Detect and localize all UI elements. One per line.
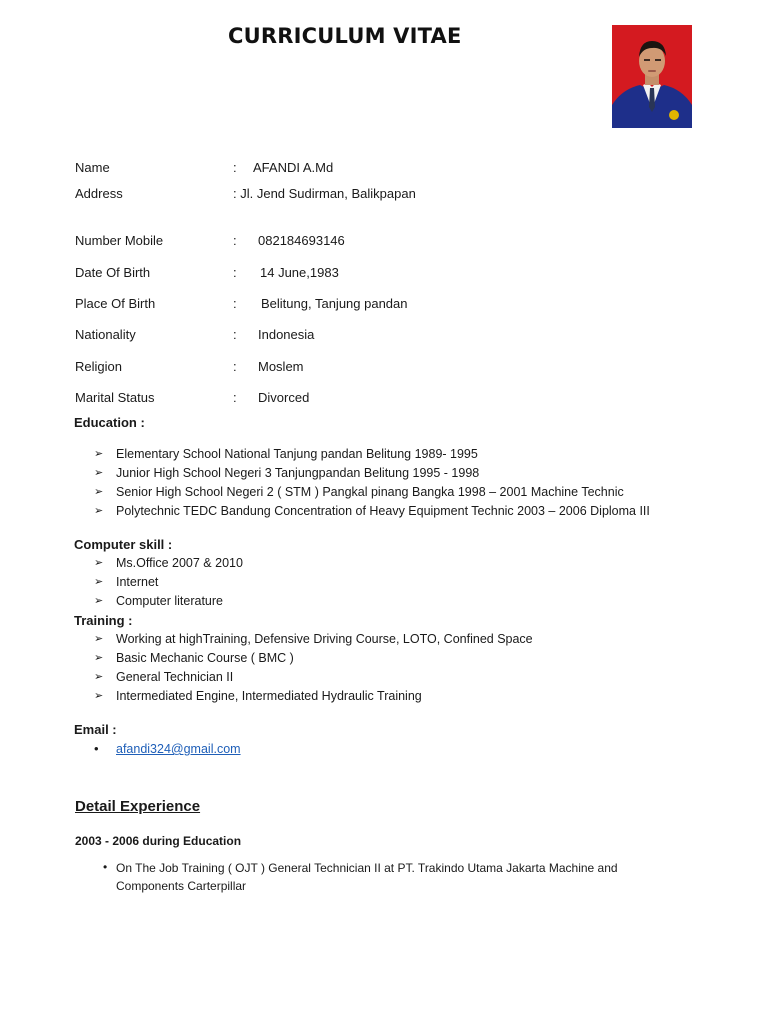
computer-skill-list	[0, 556, 243, 613]
mobile-value: 082184693146	[258, 233, 345, 248]
education-heading: Education :	[74, 415, 145, 430]
nationality-label: Nationality	[75, 327, 136, 342]
list-item: ➢ Ms.Office 2007 & 2010	[94, 556, 243, 570]
detail-experience-heading: Detail Experience	[75, 798, 201, 815]
arrow-bullet-icon: ➢	[94, 504, 104, 517]
arrow-bullet-icon: ➢	[94, 575, 104, 588]
portrait-image	[612, 25, 692, 128]
computer-skill-heading: Computer skill :	[74, 537, 173, 552]
dob-label: Date Of Birth	[75, 265, 151, 280]
name-label: Name	[75, 160, 110, 175]
email-list	[0, 742, 241, 761]
religion-label: Religion	[75, 359, 122, 374]
pob-colon: :	[233, 296, 237, 311]
bullet-icon: •	[94, 741, 99, 756]
mobile-colon: :	[233, 233, 237, 248]
arrow-bullet-icon: ➢	[94, 670, 104, 683]
arrow-bullet-icon: ➢	[94, 485, 104, 498]
training-heading: Training :	[74, 613, 133, 628]
profile-photo	[612, 25, 692, 128]
list-item: ➢ Working at highTraining, Defensive Driving Course, LOTO, Confined Space	[94, 632, 533, 646]
experience-period: 2003 - 2006 during Education	[75, 834, 242, 848]
arrow-bullet-icon: ➢	[94, 689, 104, 702]
arrow-bullet-icon: ➢	[94, 466, 104, 479]
dob-value: 14 June,1983	[260, 265, 339, 280]
religion-value: Moslem	[258, 359, 304, 374]
bullet-icon: •	[103, 860, 108, 874]
name-value: AFANDI A.Md	[253, 160, 334, 175]
list-item: ➢ Elementary School National Tanjung pandan Belitung 1989- 1995	[94, 447, 478, 461]
address-value: : Jl. Jend Sudirman, Balikpapan	[233, 186, 416, 201]
list-item: ➢ Internet	[94, 575, 159, 589]
list-item	[0, 742, 241, 761]
marital-colon: :	[233, 390, 237, 405]
experience-item: On The Job Training ( OJT ) General Technician II at PT. Trakindo Utama Jakarta Machine and Components Carterpillar	[116, 861, 618, 893]
list-item: ➢ General Technician II	[94, 670, 234, 684]
email-heading: Email :	[74, 722, 117, 737]
training-list	[0, 632, 533, 708]
arrow-bullet-icon: ➢	[94, 651, 104, 664]
dob-colon: :	[233, 265, 237, 280]
list-item: ➢ Senior High School Negeri 2 ( STM ) Pangkal pinang Bangka 1998 – 2001 Machine Technic	[94, 485, 624, 499]
list-item: ➢ Basic Mechanic Course ( BMC )	[94, 651, 294, 665]
religion-colon: :	[233, 359, 237, 374]
nationality-value: Indonesia	[258, 327, 315, 342]
list-item: ➢ Junior High School Negeri 3 Tanjungpandan Belitung 1995 - 1998	[94, 466, 480, 480]
mobile-label: Number Mobile	[75, 233, 164, 248]
arrow-bullet-icon: ➢	[94, 556, 104, 569]
list-item: ➢ Polytechnic TEDC Bandung Concentration of Heavy Equipment Technic 2003 – 2006 Diploma III	[94, 504, 650, 518]
address-label: Address	[75, 186, 123, 201]
marital-value: Divorced	[258, 390, 310, 405]
arrow-bullet-icon: ➢	[94, 447, 104, 460]
pob-value: Belitung, Tanjung pandan	[261, 296, 408, 311]
email-link[interactable]: afandi324@gmail.com	[116, 742, 241, 756]
nationality-colon: :	[233, 327, 237, 342]
arrow-bullet-icon: ➢	[94, 632, 104, 645]
pob-label: Place Of Birth	[75, 296, 156, 311]
list-item: ➢ Intermediated Engine, Intermediated Hydraulic Training	[94, 689, 422, 703]
education-list	[0, 447, 650, 523]
name-colon: :	[233, 160, 237, 175]
document-title: CURRICULUM VITAE	[228, 24, 462, 48]
arrow-bullet-icon: ➢	[94, 594, 104, 607]
marital-label: Marital Status	[75, 390, 155, 405]
list-item: ➢ Computer literature	[94, 594, 223, 608]
